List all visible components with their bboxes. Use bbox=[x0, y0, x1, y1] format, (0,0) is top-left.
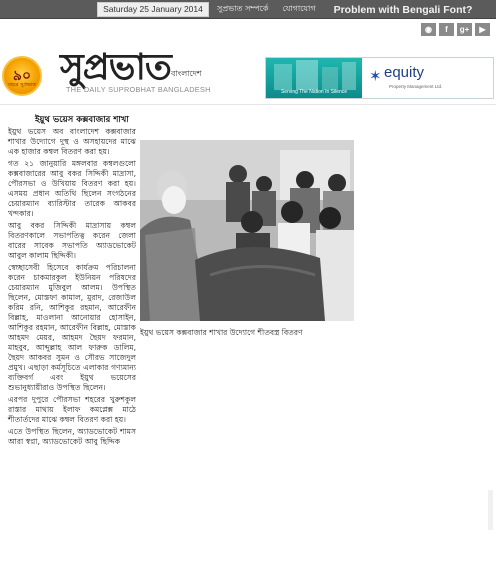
youtube-icon[interactable]: ▶ bbox=[475, 23, 490, 36]
ad-tagline: Serving The Nation In Silence bbox=[280, 89, 348, 95]
newspaper-logo-country: বাংলাদেশ bbox=[171, 69, 202, 78]
advertisement-banner[interactable] bbox=[265, 57, 494, 99]
nav-bengali-font-link[interactable]: Problem with Bengali Font? bbox=[333, 3, 473, 16]
anniversary-number: ৯০ bbox=[12, 68, 32, 84]
photo-caption: ইয়ুথ ভয়েস কক্সবাজার শাখার উদ্যোগে শীতবস্ত্র বিতরণ bbox=[140, 328, 303, 337]
article-body bbox=[8, 127, 136, 449]
article-paragraph: স্বেচ্ছাসেবী হিসেবে কার্যক্রম পরিচালনা করেন চাকমারকুল ইউনিয়ন পরিষদের চেয়ারম্যান মুজিবুল আলম। উপস্থিত ছিলেন, মোস্তফা কামাল, মুরাদ, রেজাউল করিম রনি, আশিকুর রহমান, আরেফীন বিল্লাহ, মাওলানা আনোয়ার হোসাইন, আশিকুর রহমান, আরেফীন বিল্লাহ, মোস্তাক আহমদ মেয়র, আহমদ ছৈয়দ ফরমান, মাহবুব, আব্দুল্লাহ আল ফারুক ডালিম, ছৈয়দ আকবর সুমন ও সৌরভ সাজেদুল প্রমুখ। এছাড়া কর্মসূচিতে এলাকার গণ্যমান্য ব্যক্তিবর্গ এবং ইয়ুথ ভয়েসের শুভানুধ্যায়ীরাও উপস্থিত ছিলেন। bbox=[8, 263, 136, 392]
top-nav bbox=[217, 0, 472, 19]
article-paragraph: গত ২১ জানুয়ারি মঙ্গলবার কম্বলগুলো কক্সবাজারের আবু বকর সিদ্দিকী মাদ্রাসা, পৌরসভা ও উখিয়ায় বিতরণ করা হয়। এসময় প্রধান অতিথি ছিলেন সংগঠনের চেয়ারম্যান ব্যারিস্টার তারেক আকবর খন্দকার। bbox=[8, 159, 136, 218]
rss-icon[interactable]: ◉ bbox=[421, 23, 436, 36]
nav-contact-link[interactable]: যোগাযোগ bbox=[282, 4, 316, 13]
googleplus-icon[interactable]: g+ bbox=[457, 23, 472, 36]
article-paragraph: এরপর দুপুরে পৌরসভা শহরের খুরুশকুল রাস্তার মাথায় ইলাফ কমপ্লেক্স মাঠে শীতার্তদের মাঝে কম্বল বিতরণ করা হয়। bbox=[8, 395, 136, 424]
anniversary-seal bbox=[2, 56, 42, 96]
date-display: Saturday 25 January 2014 bbox=[97, 2, 209, 17]
newspaper-logo[interactable] bbox=[60, 48, 171, 88]
newspaper-logo-title: সুপ্রভাত bbox=[60, 47, 171, 88]
article-photo bbox=[140, 140, 354, 321]
nav-about-link[interactable]: সুপ্রভাত সম্পর্কে bbox=[217, 4, 269, 13]
article-paragraph: এতে উপস্থিত ছিলেন, অ্যাডভোকেট শামস আরা স্বপ্না, অ্যাডভোকেট আবু ছিদ্দিক bbox=[8, 427, 136, 446]
top-bar bbox=[0, 0, 496, 19]
social-icons bbox=[421, 23, 490, 36]
masthead-divider bbox=[0, 104, 496, 105]
anniversary-text: বছরে সুপ্রভাত bbox=[7, 82, 37, 88]
article-paragraph: আবু বকর সিদ্দিকী মাদ্রাসায় কম্বল বিতরণকালে সভাপতিত্ব করেন জেলা বারের সাবেক সভাপতি অ্যাডভোকেট আবুল কালাম ছিদ্দিকী। bbox=[8, 221, 136, 260]
ad-brand-name: equity bbox=[384, 64, 425, 81]
ad-brand-subtext: Property Management Ltd. bbox=[389, 84, 443, 89]
ad-photo-panel bbox=[266, 58, 362, 98]
facebook-icon[interactable]: f bbox=[439, 23, 454, 36]
scrollbar[interactable] bbox=[488, 490, 493, 530]
article-paragraph: ইয়ুথ ভয়েস অব বাংলাদেশ কক্সবাজার শাখার উদ্যোগে দুস্থ ও অসহায়দের মাঝে এক হাজার কম্বল বিতরণ করা হয়। bbox=[8, 127, 136, 156]
newspaper-english-name: THE DAILY SUPROBHAT BANGLADESH bbox=[66, 85, 211, 94]
article-photo-image bbox=[140, 140, 354, 321]
star-icon: ✶ bbox=[369, 67, 382, 85]
article-headline: ইয়ুথ ভয়েস কক্সবাজার শাখা bbox=[35, 115, 129, 125]
ad-brand-panel bbox=[362, 58, 493, 98]
